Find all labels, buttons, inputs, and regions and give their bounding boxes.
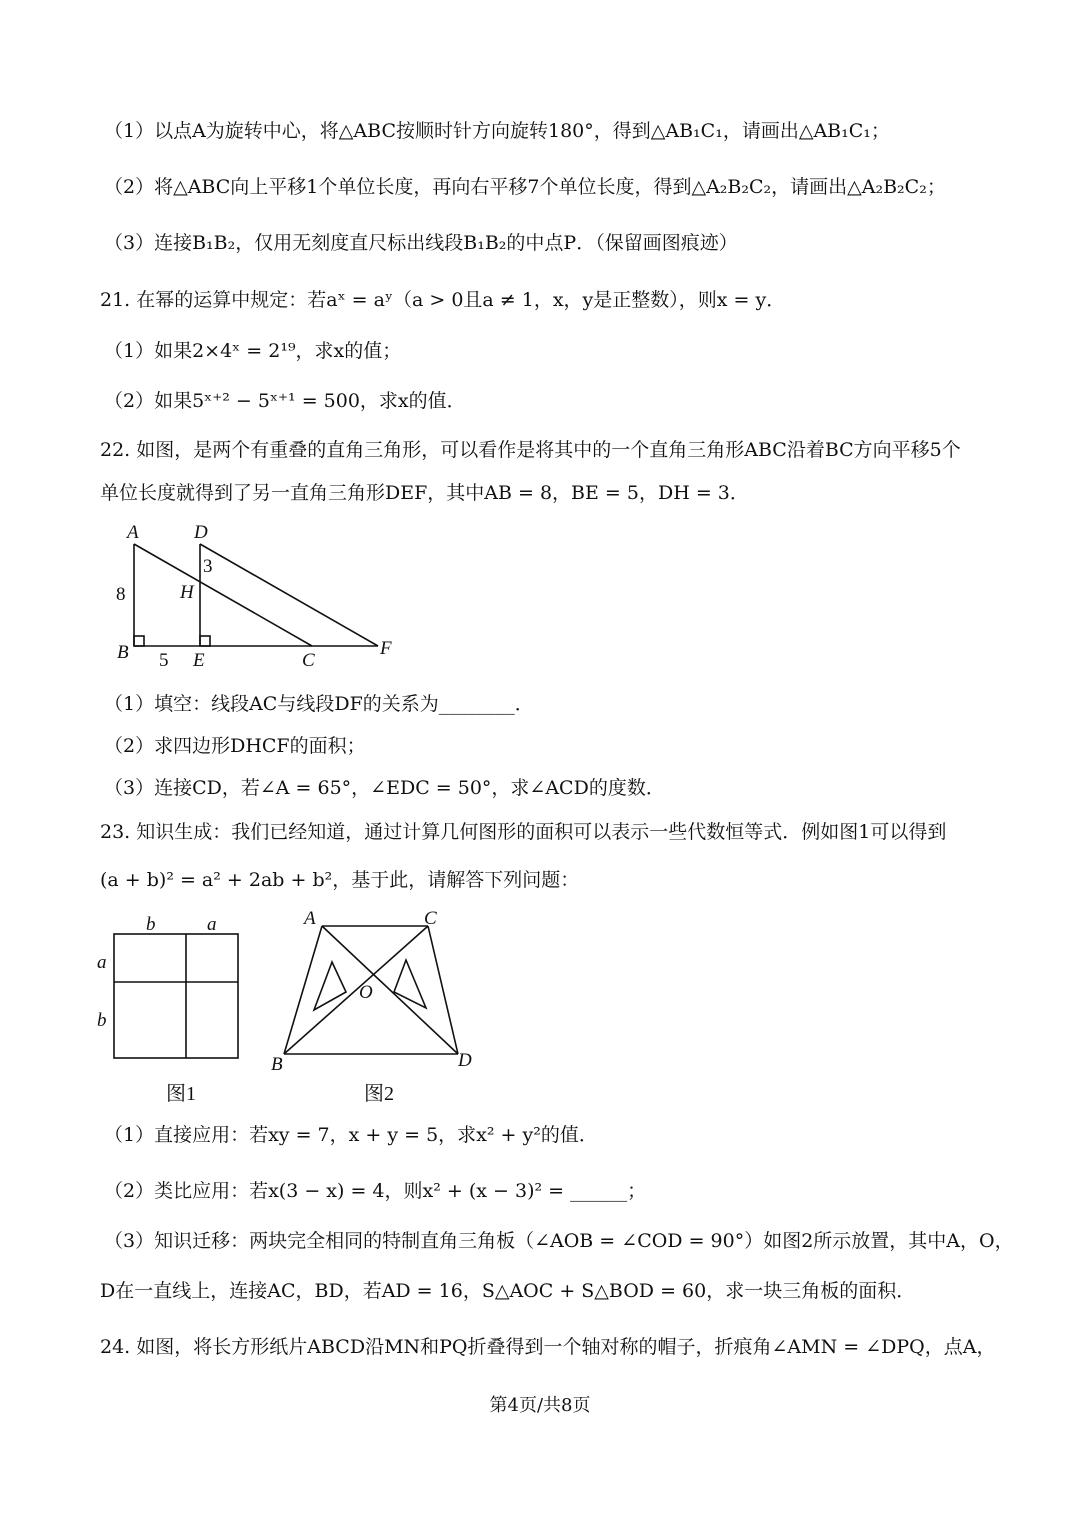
q22-part3: （3）连接CD，若∠A = 65°，∠EDC = 50°，求∠ACD的度数． — [104, 777, 665, 799]
edge-DF — [200, 544, 378, 646]
label-AB-length: 8 — [116, 584, 126, 605]
label-E: E — [193, 650, 205, 671]
label-A: A — [304, 908, 316, 929]
big-square — [114, 934, 238, 1058]
q22-stem-line2: 单位长度就得到了另一直角三角形DEF，其中AB = 8，BE = 5，DH = 3． — [100, 482, 749, 504]
right-triangle-hole — [394, 960, 426, 1008]
label-left-b: b — [97, 1010, 107, 1031]
label-left-a: a — [97, 952, 107, 973]
diagonal-CB — [284, 926, 428, 1054]
q20-part1: （1）以点A为旋转中心，将△ABC按顺时针方向旋转180°，得到△AB₁C₁，请画出△AB₁C₁； — [104, 120, 890, 142]
page-number: 第4页/共8页 — [489, 1395, 591, 1416]
q20-part2: （2）将△ABC向上平移1个单位长度，再向右平移7个单位长度，得到△A₂B₂C₂，请画出△A₂B₂C₂； — [104, 176, 946, 198]
q20-part3: （3）连接B₁B₂，仅用无刻度直尺标出线段B₁B₂的中点P．（保留画图痕迹） — [104, 232, 738, 254]
q23-stem-line1: 23. 知识生成：我们已经知道，通过计算几何图形的面积可以表示一些代数恒等式．例如图1可以得到 — [100, 821, 947, 843]
q24-stem: 24. 如图，将长方形纸片ABCD沿MN和PQ折叠得到一个轴对称的帽子，折痕角∠AMN = ∠DPQ，点A， — [100, 1336, 996, 1358]
edge-CD — [428, 926, 458, 1054]
q21-stem: 21. 在幂的运算中规定：若aˣ = aʸ（a > 0且a ≠ 1，x，y是正整数），则x = y． — [100, 289, 786, 311]
q22-part1: （1）填空：线段AC与线段DF的关系为________． — [104, 693, 534, 715]
label-D: D — [194, 522, 208, 543]
diagonal-AD — [322, 926, 458, 1054]
label-F: F — [380, 638, 392, 659]
label-C: C — [424, 908, 437, 929]
q23-part3-line2: D在一直线上，连接AC，BD，若AD = 16，S△AOC + S△BOD = 60，求一块三角板的面积． — [100, 1280, 916, 1302]
q23-figure1 — [90, 908, 260, 1108]
label-B: B — [271, 1054, 283, 1075]
q22-stem-line1: 22. 如图，是两个有重叠的直角三角形，可以看作是将其中的一个直角三角形ABC沿着BC方向平移5个 — [100, 439, 961, 461]
q21-part1: （1）如果2×4ˣ = 2¹⁹，求x的值； — [104, 340, 402, 362]
label-A: A — [127, 522, 139, 543]
label-DH-length: 3 — [203, 556, 213, 577]
q23-part2: （2）类比应用：若x(3 − x) = 4，则x² + (x − 3)² = ______； — [104, 1180, 647, 1202]
q22-figure — [110, 518, 410, 678]
edge-AC — [134, 544, 312, 646]
edge-AB — [284, 926, 322, 1054]
figure1-caption: 图1 — [166, 1083, 196, 1105]
right-angle-E — [200, 636, 210, 646]
right-angle-B — [134, 636, 144, 646]
q23-figure2 — [262, 908, 492, 1108]
q23-part1: （1）直接应用：若xy = 7，x + y = 5，求x² + y²的值． — [104, 1124, 598, 1146]
q23-stem-line2: (a + b)² = a² + 2ab + b²，基于此，请解答下列问题： — [100, 869, 580, 891]
label-H: H — [180, 582, 194, 603]
q21-part2: （2）如果5ˣ⁺² − 5ˣ⁺¹ = 500，求x的值． — [104, 390, 466, 412]
label-C: C — [302, 650, 315, 671]
label-top-a: a — [207, 914, 217, 935]
q23-part3-line1: （3）知识迁移：两块完全相同的特制直角三角板（∠AOB = ∠COD = 90°）如图2所示放置，其中A，O， — [104, 1230, 1014, 1252]
label-top-b: b — [146, 914, 156, 935]
q22-part2: （2）求四边形DHCF的面积； — [104, 735, 366, 757]
label-O: O — [359, 982, 373, 1003]
label-D: D — [458, 1050, 472, 1071]
label-BE-length: 5 — [159, 650, 169, 671]
figure2-caption: 图2 — [364, 1083, 394, 1105]
label-B: B — [117, 642, 129, 663]
